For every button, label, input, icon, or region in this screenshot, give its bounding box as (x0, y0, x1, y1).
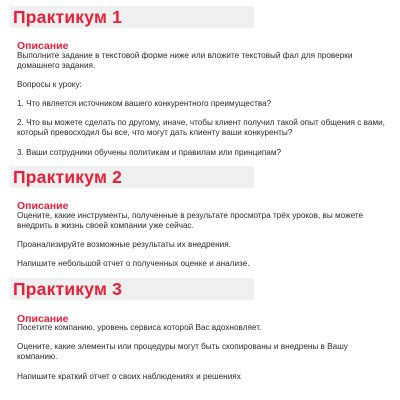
practicum-2-title: Практикум 2 (13, 167, 123, 187)
practicum-1-questions-heading: Вопросы к уроку: (17, 80, 82, 89)
practicum-2-paragraph-1: Оцените, какие инструменты, полученные в результате просмотра трёх уроков, вы можете внедрить в жизнь своей компании уже сейчас. (17, 211, 364, 231)
practicum-3-title: Практикум 3 (13, 279, 123, 299)
practicum-1-question-2: 2. Что вы можете сделать по другому, иначе, чтобы клиент получил такой опыт общения с вами, который превосходил бы все, что могут дать клиенту ваши конкуренты? (17, 118, 385, 138)
practicum-2-paragraph-3: Напишите небольшой отчет о полученных оценке и анализе. (17, 259, 250, 268)
practicum-1-instruction: Выполните задание в текстовой форме ниже или вложите текстовый фал для проверки домашнего задания. (17, 51, 353, 71)
practicum-3-paragraph-3: Напишите краткий отчет о своих наблюдениях и решениях (17, 372, 241, 381)
practicum-3-paragraph-1: Посетите компанию, уровень сервиса которой Вас вдохновляет. (17, 323, 262, 332)
practicum-1-title: Практикум 1 (13, 7, 123, 27)
practicum-3-paragraph-2: Оцените, какие элементы или процедуры могут быть скопированы и внедрены в Вашу компанию. (17, 342, 348, 362)
practicum-1-question-1: 1. Что является источником вашего конкурентного преимущества? (17, 99, 272, 108)
practicum-1-description-label: Описание (17, 40, 69, 52)
practicum-2-description-label: Описание (17, 200, 69, 212)
practicum-3-description-label: Описание (17, 313, 69, 325)
practicum-2-paragraph-2: Проанализируйте возможные результаты их внедрения. (17, 240, 231, 249)
practicum-1-question-3: 3. Ваши сотрудники обучены политикам и правилам или принципам? (17, 148, 282, 157)
